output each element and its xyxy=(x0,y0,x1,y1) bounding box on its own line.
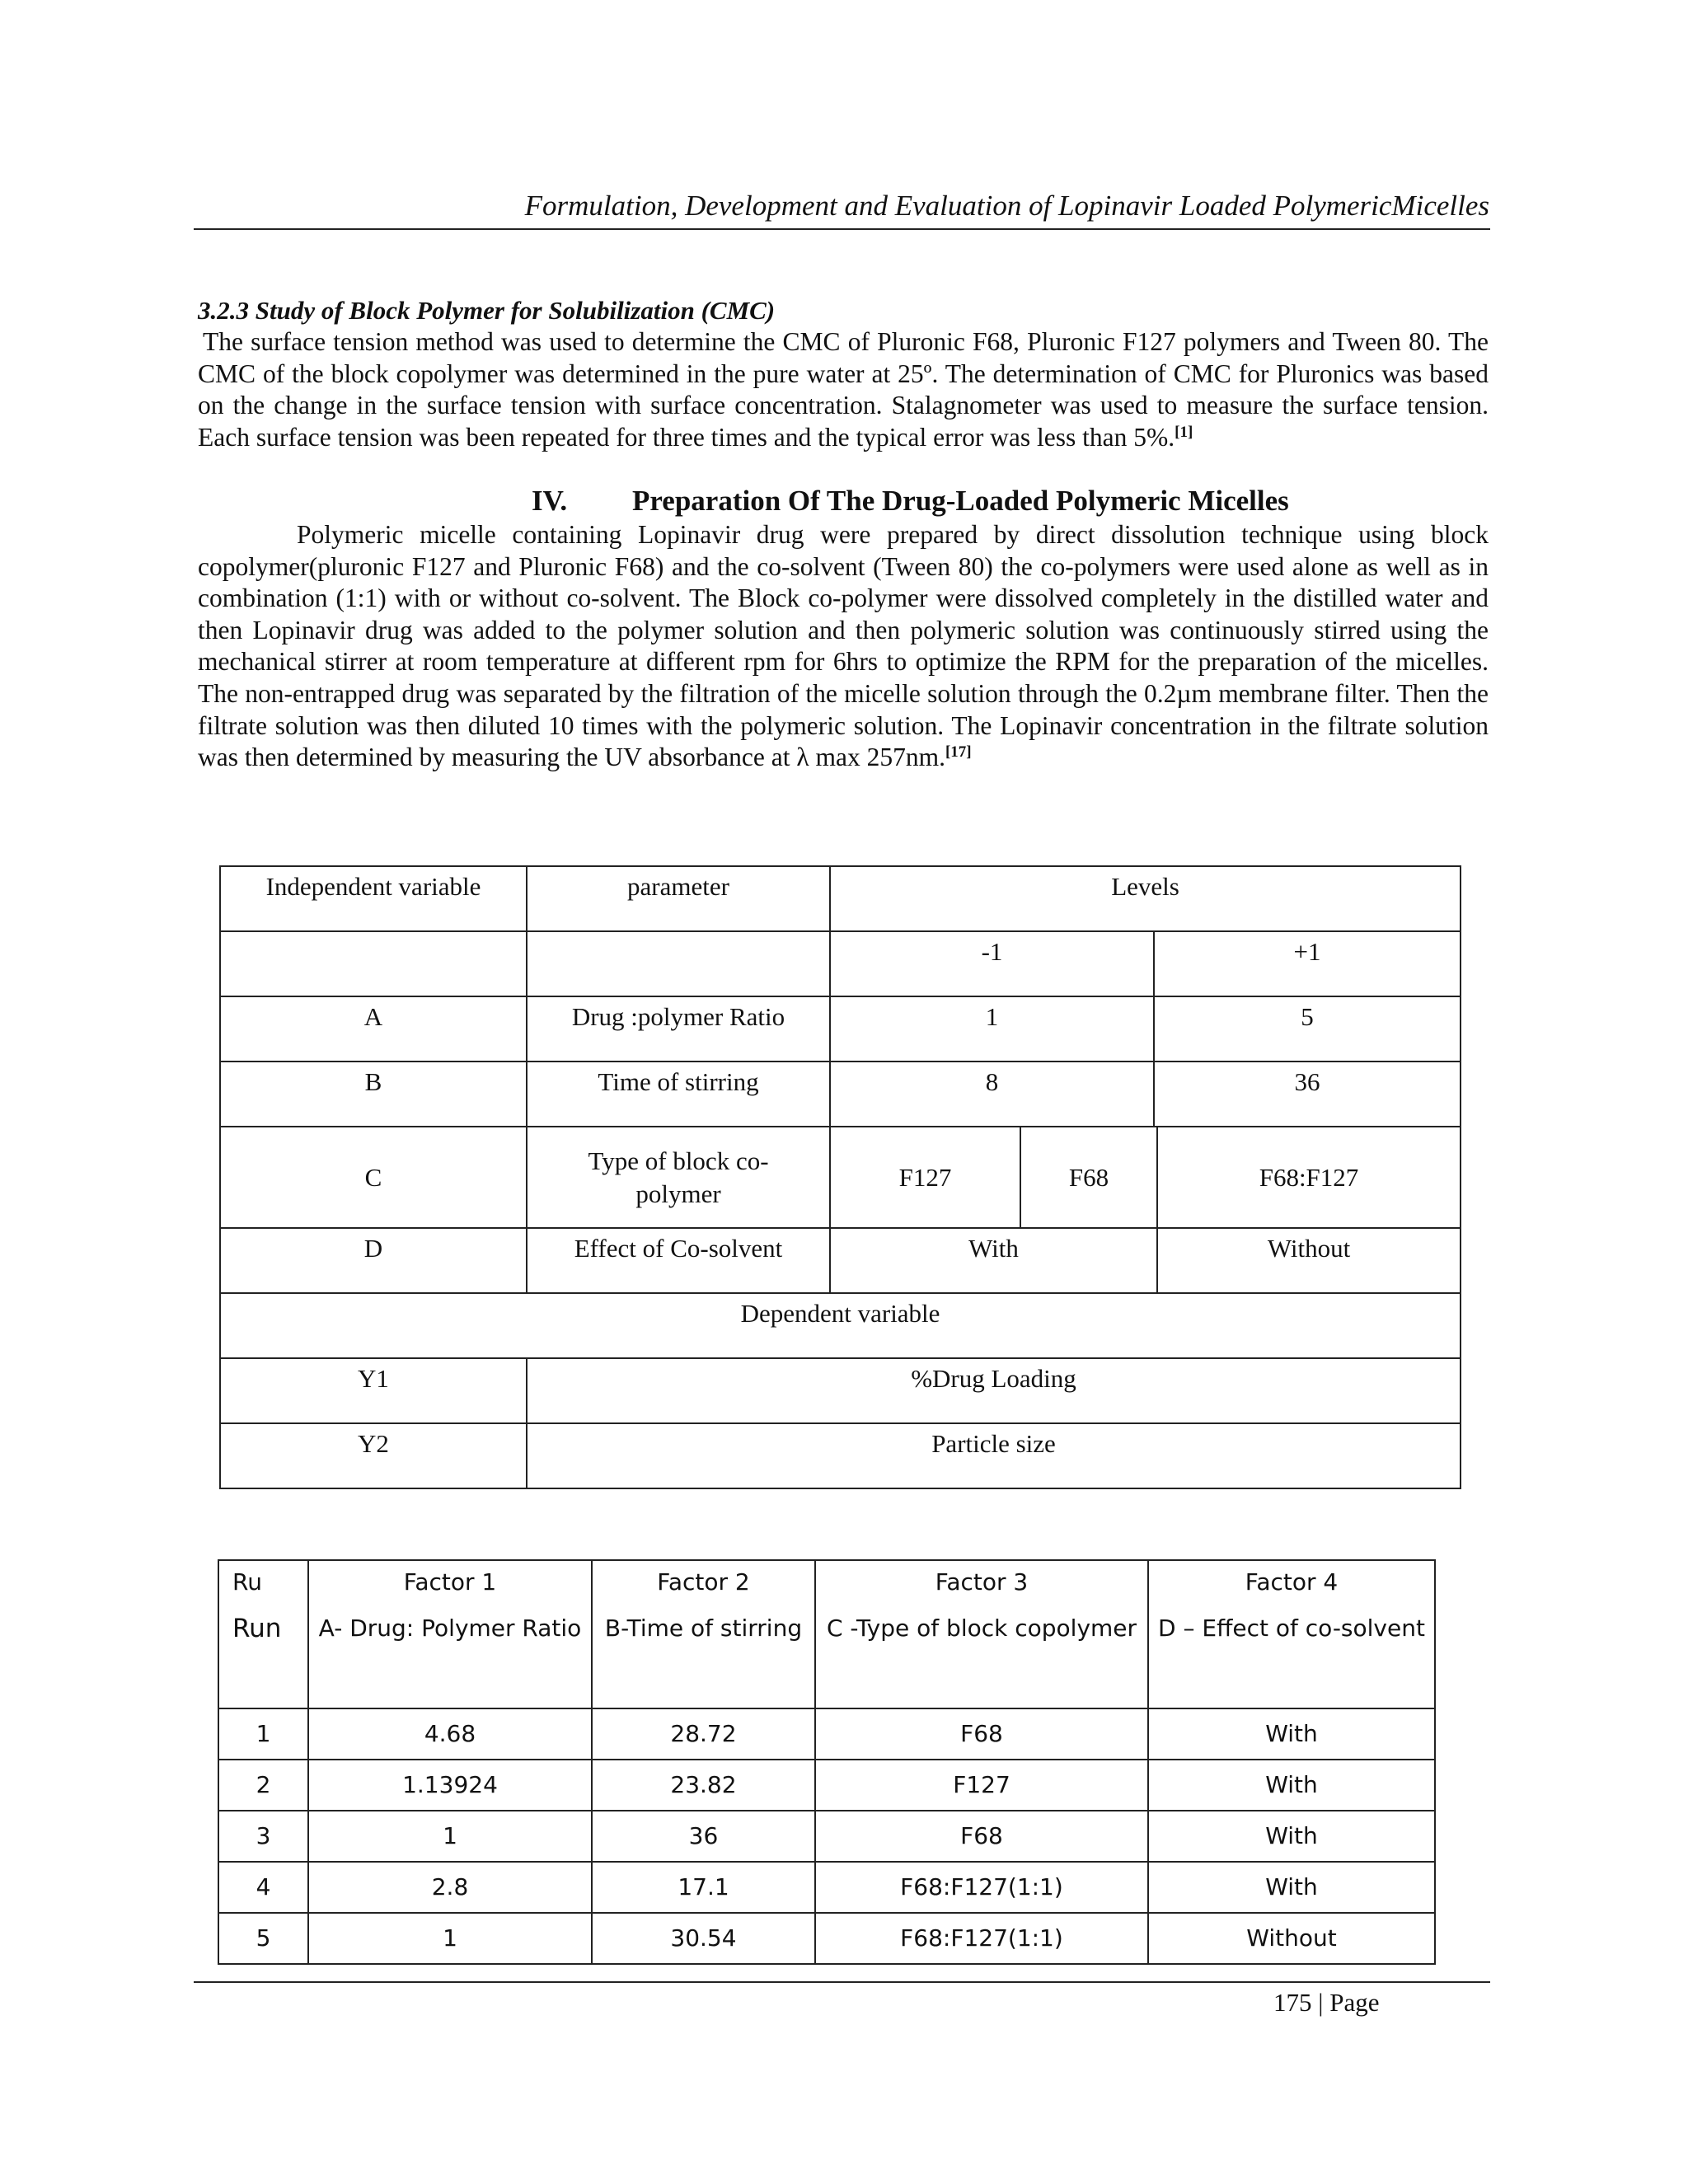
block-copolymer-type: F68:F127(1:1) xyxy=(815,1862,1148,1913)
block-copolymer-type: F68 xyxy=(815,1708,1148,1760)
table-row xyxy=(220,1062,1461,1127)
factor-code: C xyxy=(220,1127,527,1228)
chapter-title: Preparation Of The Drug-Loaded Polymeric Micelles xyxy=(632,485,1289,517)
time-of-stirring: 36 xyxy=(592,1811,815,1862)
factor-option: F68:F127 xyxy=(1157,1127,1461,1228)
factor-high-level: 36 xyxy=(1154,1062,1461,1127)
table-header-row xyxy=(218,1560,1435,1708)
empty-cell xyxy=(220,931,527,996)
factor-option: F127 xyxy=(830,1127,1020,1228)
section-heading-3-2-3: 3.2.3 Study of Block Polymer for Solubilization (CMC) xyxy=(198,296,776,325)
time-of-stirring: 17.1 xyxy=(592,1862,815,1913)
experimental-runs-table xyxy=(218,1559,1436,1965)
co-solvent-effect: With xyxy=(1148,1811,1435,1862)
table-row xyxy=(218,1913,1435,1964)
run-number: 5 xyxy=(218,1913,308,1964)
block-copolymer-type: F127 xyxy=(815,1760,1148,1811)
header-factor-3: Factor 3 C -Type of block copolymer xyxy=(815,1560,1148,1708)
page-number: 175 | Page xyxy=(1273,1988,1380,2017)
factor-low-level: 1 xyxy=(830,996,1154,1062)
table-row xyxy=(220,1127,1461,1228)
header-run: Ru Run xyxy=(218,1560,308,1708)
drug-polymer-ratio: 2.8 xyxy=(308,1862,592,1913)
table-row xyxy=(220,1228,1461,1293)
header-factor-4: Factor 4 D – Effect of co-solvent xyxy=(1148,1560,1435,1708)
drug-polymer-ratio: 4.68 xyxy=(308,1708,592,1760)
preparation-paragraph xyxy=(198,519,1489,774)
time-of-stirring: 28.72 xyxy=(592,1708,815,1760)
time-of-stirring: 23.82 xyxy=(592,1760,815,1811)
response-code: Y2 xyxy=(220,1423,527,1488)
citation-17: [17] xyxy=(945,743,972,762)
header-rule xyxy=(194,228,1490,230)
factor-high-level: Without xyxy=(1157,1228,1461,1293)
header-parameter: parameter xyxy=(527,866,830,931)
factor-option: F68 xyxy=(1020,1127,1157,1228)
header-independent-variable: Independent variable xyxy=(220,866,527,931)
level-low-header: -1 xyxy=(830,931,1154,996)
drug-polymer-ratio: 1 xyxy=(308,1913,592,1964)
factor-low-level: 8 xyxy=(830,1062,1154,1127)
response-name: Particle size xyxy=(527,1423,1461,1488)
block-copolymer-type: F68 xyxy=(815,1811,1148,1862)
co-solvent-effect: With xyxy=(1148,1760,1435,1811)
citation-1: [1] xyxy=(1175,423,1193,441)
preparation-paragraph-text: Polymeric micelle containing Lopinavir drug were prepared by direct dissolution technique using block copolymer(pluronic F127 and Pluronic F68) and the co-solvent (Tween 80) the co-polymers were used alone as well as in combination (1:1) with or without co-solvent. The Block co-polymer were dissolved completely in the distilled water and then Lopinavir drug was added to the polymer solution and then polymeric solution was continuously stirred using the mechanical stirrer at room temperature at different rpm for 6hrs to optimize the RPM for the preparation of the micelles. The non-entrapped drug was separated by the filtration of the micelle solution through the 0.2µm membrane filter. Then the filtrate solution was then diluted 10 times with the polymeric solution. The Lopinavir concentration in the filtrate solution was then determined by measuring the UV absorbance at λ max 257nm. xyxy=(198,520,1489,772)
time-of-stirring: 30.54 xyxy=(592,1913,815,1964)
run-number: 4 xyxy=(218,1862,308,1913)
co-solvent-effect: With xyxy=(1148,1708,1435,1760)
response-code: Y1 xyxy=(220,1358,527,1423)
run-number: 3 xyxy=(218,1811,308,1862)
empty-cell xyxy=(527,931,830,996)
table-row xyxy=(220,866,1461,931)
table-row xyxy=(218,1760,1435,1811)
table-row xyxy=(220,996,1461,1062)
factor-parameter: Effect of Co-solvent xyxy=(527,1228,830,1293)
table-row xyxy=(218,1708,1435,1760)
factor-code: B xyxy=(220,1062,527,1127)
factor-high-level: 5 xyxy=(1154,996,1461,1062)
factor-parameter: Type of block co- polymer xyxy=(527,1127,830,1228)
factor-parameter: Time of stirring xyxy=(527,1062,830,1127)
running-header-title: Formulation, Development and Evaluation of Lopinavir Loaded PolymericMicelles xyxy=(524,190,1489,222)
header-factor-2: Factor 2 B-Time of stirring xyxy=(592,1560,815,1708)
factor-parameter: Drug :polymer Ratio xyxy=(527,996,830,1062)
level-high-header: +1 xyxy=(1154,931,1461,996)
drug-polymer-ratio: 1.13924 xyxy=(308,1760,592,1811)
table-row xyxy=(220,1293,1461,1358)
header-levels: Levels xyxy=(830,866,1461,931)
header-factor-1: Factor 1 A- Drug: Polymer Ratio xyxy=(308,1560,592,1708)
footer-rule xyxy=(194,1981,1490,1983)
chapter-number: IV. xyxy=(532,485,568,517)
response-name: %Drug Loading xyxy=(527,1358,1461,1423)
cmc-paragraph-text: The surface tension method was used to determine the CMC of Pluronic F68, Pluronic F127 polymers and Tween 80. The CMC of the block copolymer was determined in the pure water at 25º. The determination of CMC for Pluronics was based on the change in the surface tension with surface concentration. Stalagnometer was used to measure the surface tension. Each surface tension was been repeated for three times and the typical error was less than 5%. xyxy=(198,327,1489,452)
dependent-variable-header: Dependent variable xyxy=(220,1293,1461,1358)
table-row xyxy=(220,931,1461,996)
run-number: 2 xyxy=(218,1760,308,1811)
block-copolymer-type: F68:F127(1:1) xyxy=(815,1913,1148,1964)
factor-code: D xyxy=(220,1228,527,1293)
co-solvent-effect: With xyxy=(1148,1862,1435,1913)
drug-polymer-ratio: 1 xyxy=(308,1811,592,1862)
run-number: 1 xyxy=(218,1708,308,1760)
table-row xyxy=(220,1358,1461,1423)
factor-code: A xyxy=(220,996,527,1062)
factor-low-level: With xyxy=(830,1228,1157,1293)
co-solvent-effect: Without xyxy=(1148,1913,1435,1964)
chapter-heading-iv xyxy=(532,484,1289,518)
table-row xyxy=(220,1423,1461,1488)
table-row xyxy=(218,1862,1435,1913)
experimental-design-table xyxy=(219,865,1461,1489)
cmc-paragraph xyxy=(198,326,1489,453)
table-row xyxy=(218,1811,1435,1862)
